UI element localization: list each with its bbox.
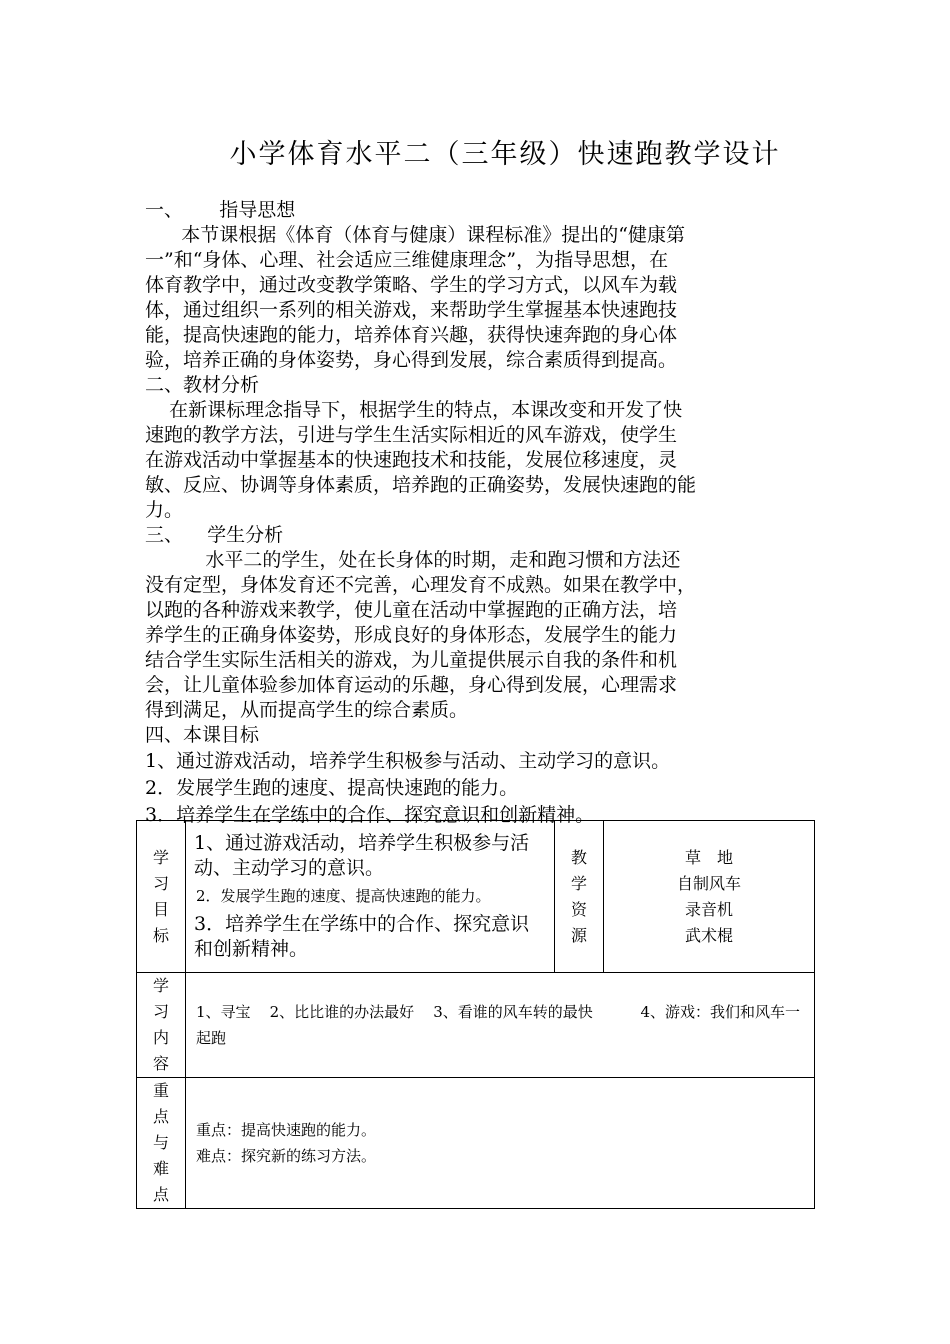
lesson-plan-table xyxy=(136,820,815,1209)
goal-text: 1、通过游戏活动，培养学生积极参与活动、主动学习的意识。 xyxy=(194,832,530,879)
section-heading-material-analysis: 二、教材分析 xyxy=(145,374,260,396)
goal-item: 1、通过游戏活动，培养学生积极参与活动、主动学习的意识。 xyxy=(145,750,671,772)
paragraph-line: 没有定型，身体发育还不完善，心理发育不成熟。如果在教学中， xyxy=(145,574,697,596)
page-title: 小学体育水平二（三年级）快速跑教学设计 xyxy=(229,139,781,170)
row-label-learning-content: 学 习 内 容 xyxy=(137,973,186,1078)
difficult-point-text: 难点：探究新的练习方法。 xyxy=(196,1147,377,1165)
paragraph-line: 会，让儿童体验参加体育运动的乐趣，身心得到发展，心理需求 xyxy=(145,674,678,696)
section-heading-lesson-goals: 四、本课目标 xyxy=(145,724,260,746)
row-label-learning-goals: 学 习 目 标 xyxy=(137,821,186,973)
paragraph-line: 在新课标理念指导下，根据学生的特点，本课改变和开发了快 xyxy=(145,399,683,421)
paragraph-line: 能，提高快速跑的能力，培养体育兴趣，获得快速奔跑的身心体 xyxy=(145,324,678,346)
section-heading-guiding-thought: 一、 指导思想 xyxy=(145,199,296,221)
learning-goals-cell xyxy=(186,821,555,973)
table-row xyxy=(137,821,815,973)
teaching-resources-cell xyxy=(604,821,815,973)
paragraph-line: 体育教学中，通过改变教学策略、学生的学习方式，以风车为载 xyxy=(145,274,678,296)
paragraph-line: 水平二的学生，处在长身体的时期，走和跑习惯和方法还 xyxy=(145,549,681,571)
goal-item: 2．发展学生跑的速度、提高快速跑的能力。 xyxy=(145,777,519,799)
table-row xyxy=(137,973,815,1078)
section-paragraph-student-analysis xyxy=(145,548,810,723)
paragraph-line: 以跑的各种游戏来教学，使儿童在活动中掌握跑的正确方法，培 xyxy=(145,599,678,621)
paragraph-line: 养学生的正确身体姿势，形成良好的身体形态，发展学生的能力 xyxy=(145,624,678,646)
paragraph-line: 一”和“身体、心理、社会适应三维健康理念”，为指导思想，在 xyxy=(145,249,669,271)
resource-item: 草 地 xyxy=(684,847,733,867)
goal-item: 3．培养学生在学练中的合作、探究意识和创新精神。 xyxy=(145,804,595,826)
paragraph-line: 本节课根据《体育（体育与健康）课程标准》提出的“健康第 xyxy=(145,224,685,246)
resource-item: 武术棍 xyxy=(684,925,733,945)
paragraph-line: 在游戏活动中掌握基本的快速跑技术和技能，发展位移速度，灵 xyxy=(145,449,678,471)
section-paragraph-material-analysis xyxy=(145,398,810,523)
goal-text: 2．发展学生跑的速度、提高快速跑的能力。 xyxy=(196,887,491,905)
resource-item: 自制风车 xyxy=(676,873,741,893)
paragraph-line: 敏、反应、协调等身体素质，培养跑的正确姿势，发展快速跑的能 xyxy=(145,474,697,496)
paragraph-line: 验，培养正确的身体姿势，身心得到发展，综合素质得到提高。 xyxy=(145,349,678,371)
table-row xyxy=(137,1078,815,1209)
learning-content-cell: 1、寻宝 2、比比谁的办法最好 3、看谁的风车转的最快 4、游戏：我们和风车一起跑 xyxy=(186,973,815,1078)
section-heading-student-analysis: 三、 学生分析 xyxy=(145,524,284,546)
resource-item: 录音机 xyxy=(684,899,733,919)
paragraph-line: 得到满足，从而提高学生的综合素质。 xyxy=(145,699,469,721)
row-label-key-difficult-points: 重 点 与 难 点 xyxy=(137,1078,186,1209)
paragraph-line: 力。 xyxy=(145,499,184,521)
paragraph-line: 速跑的教学方法，引进与学生生活实际相近的风车游戏，使学生 xyxy=(145,424,678,446)
paragraph-line: 体，通过组织一系列的相关游戏，来帮助学生掌握基本快速跑技 xyxy=(145,299,678,321)
section-paragraph-guiding-thought xyxy=(145,223,810,373)
row-label-teaching-resources: 教 学 资 源 xyxy=(555,821,604,973)
paragraph-line: 结合学生实际生活相关的游戏，为儿童提供展示自我的条件和机 xyxy=(145,649,678,671)
goal-text: 3．培养学生在学练中的合作、探究意识和创新精神。 xyxy=(194,913,530,960)
key-point-text: 重点：提高快速跑的能力。 xyxy=(196,1121,377,1139)
document-body xyxy=(145,198,810,829)
key-difficult-points-cell xyxy=(186,1078,815,1209)
